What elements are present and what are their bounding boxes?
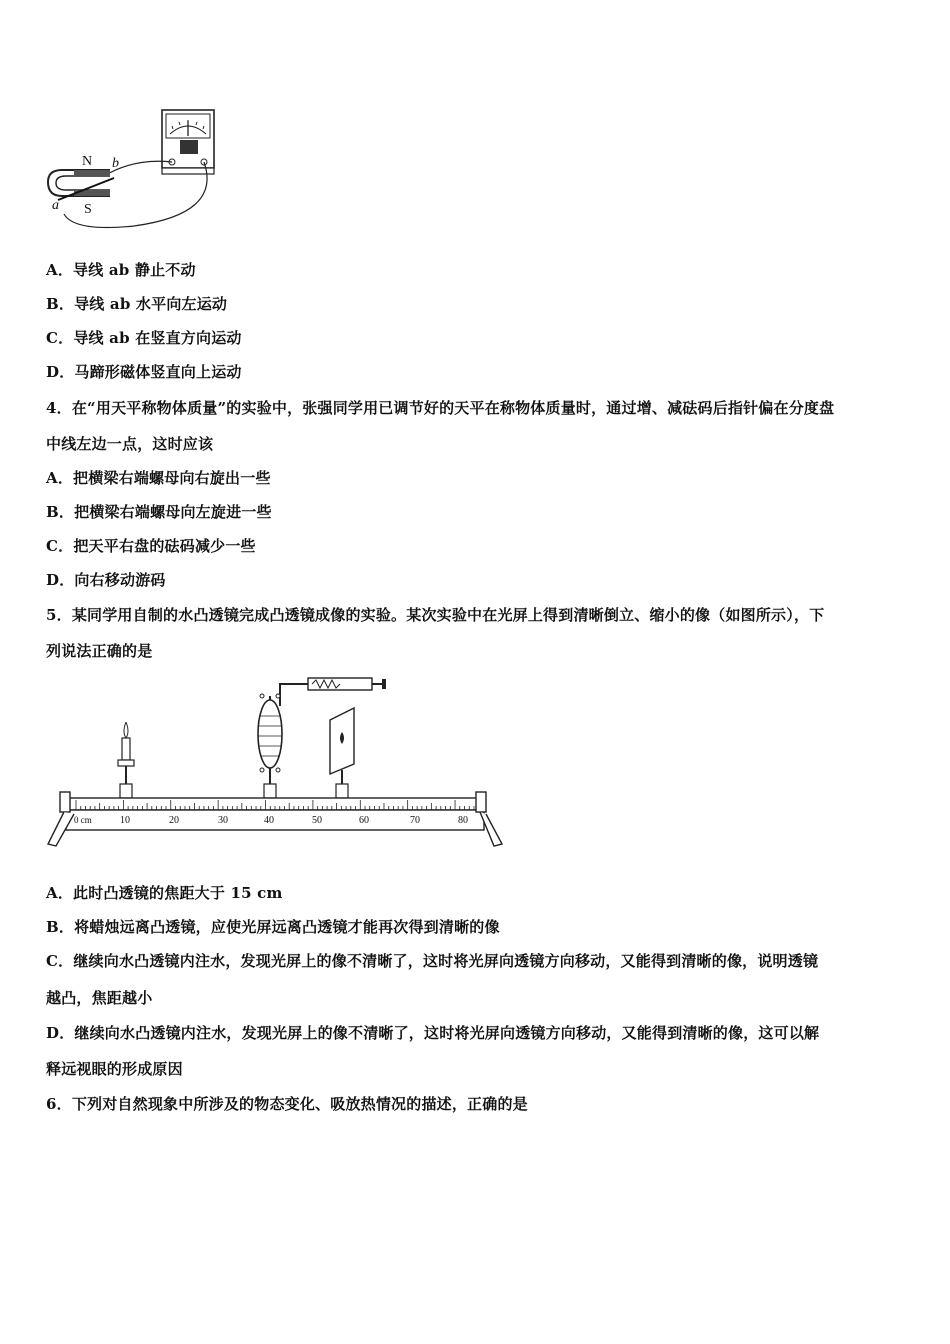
conductor-a-label: a xyxy=(52,198,59,213)
ruler-label-40: 40 xyxy=(264,815,274,826)
conductor-b-label: b xyxy=(112,156,119,171)
magnet-s-label: S xyxy=(84,202,92,217)
ruler-label-60: 60 xyxy=(359,815,369,826)
figure-optical-bench xyxy=(44,672,506,854)
q5-stem-line2: 列说法正确的是 xyxy=(46,642,153,660)
q3-option-b: B．导线 ab 水平向左运动 xyxy=(46,295,228,313)
q5-option-d-line1: D．继续向水凸透镜内注水，发现光屏上的像不清晰了，这时将光屏向透镜方向移动，又能得到清晰的像，这可以解 xyxy=(46,1024,820,1042)
ruler-label-0: 0 cm xyxy=(74,815,92,825)
magnet-n-label: N xyxy=(82,154,93,169)
q5-option-d-line2: 释远视眼的形成原因 xyxy=(46,1060,183,1078)
q5-option-c-line2: 越凸，焦距越小 xyxy=(46,989,153,1007)
q3-option-d: D．马蹄形磁体竖直向上运动 xyxy=(46,363,242,381)
q4-option-a: A．把横梁右端螺母向右旋出一些 xyxy=(46,469,271,487)
optical-bench-diagram xyxy=(44,672,506,854)
q5-option-b: B．将蜡烛远离凸透镜，应使光屏远离凸透镜才能再次得到清晰的像 xyxy=(46,918,500,936)
induction-apparatus-diagram xyxy=(44,104,224,234)
ruler-label-20: 20 xyxy=(169,815,179,826)
figure-electromagnetic-induction xyxy=(44,104,224,234)
q5-option-c-line1: C．继续向水凸透镜内注水，发现光屏上的像不清晰了，这时将光屏向透镜方向移动，又能得到清晰的像，说明透镜 xyxy=(46,952,819,970)
q4-stem-line2: 中线左边一点，这时应该 xyxy=(46,435,214,453)
q5-option-a: A．此时凸透镜的焦距大于 15 cm xyxy=(46,884,283,902)
ruler-label-80: 80 xyxy=(458,815,468,826)
q4-option-c: C．把天平右盘的砝码减少一些 xyxy=(46,537,256,555)
ruler-label-30: 30 xyxy=(218,815,228,826)
q4-option-b: B．把横梁右端螺母向左旋进一些 xyxy=(46,503,272,521)
q6-stem: 6．下列对自然现象中所涉及的物态变化、吸放热情况的描述，正确的是 xyxy=(46,1095,528,1113)
ruler-label-10: 10 xyxy=(120,815,130,826)
q5-stem-line1: 5．某同学用自制的水凸透镜完成凸透镜成像的实验。某次实验中在光屏上得到清晰倒立、缩小的像（如图所示），下 xyxy=(46,606,825,624)
q3-option-a: A．导线 ab 静止不动 xyxy=(46,261,196,279)
ruler-label-50: 50 xyxy=(312,815,322,826)
q4-option-d: D．向右移动游码 xyxy=(46,571,166,589)
q3-option-c: C．导线 ab 在竖直方向运动 xyxy=(46,329,242,347)
q4-stem-line1: 4．在“用天平称物体质量”的实验中，张强同学用已调节好的天平在称物体质量时，通过增、减砝码后指针偏在分度盘 xyxy=(46,399,835,417)
ruler-label-70: 70 xyxy=(410,815,420,826)
